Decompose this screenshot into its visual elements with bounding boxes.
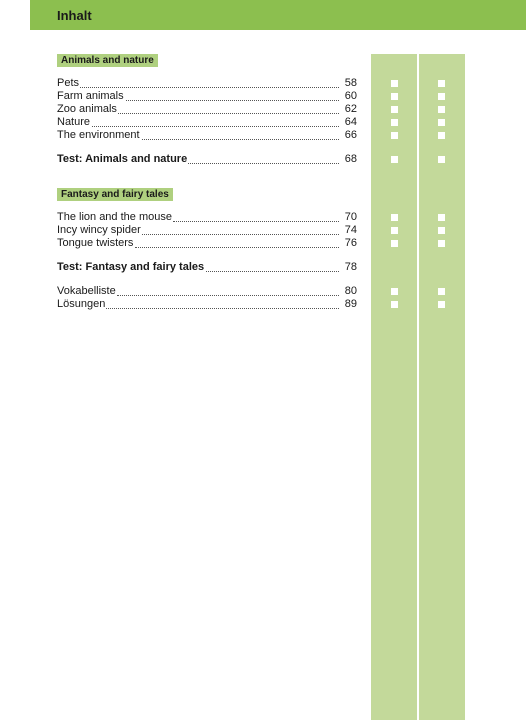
checkbox[interactable] xyxy=(391,301,398,308)
dot-leader xyxy=(90,126,339,127)
entry-page: 62 xyxy=(344,103,357,115)
dot-leader xyxy=(138,139,339,140)
checkbox[interactable] xyxy=(391,80,398,87)
entry-page: 76 xyxy=(344,237,357,249)
toc-entry[interactable] xyxy=(57,298,357,311)
checkbox[interactable] xyxy=(391,132,398,139)
checkbox[interactable] xyxy=(391,106,398,113)
dot-leader xyxy=(135,247,339,248)
entry-page: 78 xyxy=(344,261,357,273)
toc-entry[interactable] xyxy=(57,90,357,103)
dot-leader xyxy=(117,295,339,296)
checkbox[interactable] xyxy=(391,288,398,295)
section-label-fantasy-and-fairy-tales: Fantasy and fairy tales xyxy=(57,188,173,201)
dot-leader xyxy=(173,221,339,222)
entry-title: Nature xyxy=(57,116,91,128)
checkbox[interactable] xyxy=(438,119,445,126)
section-label-animals-and-nature: Animals and nature xyxy=(57,54,158,67)
dot-leader xyxy=(203,271,339,272)
toc-entry[interactable] xyxy=(57,224,357,237)
checkbox[interactable] xyxy=(391,227,398,234)
checkbox[interactable] xyxy=(391,214,398,221)
checkbox[interactable] xyxy=(438,106,445,113)
toc-entry[interactable] xyxy=(57,211,357,224)
toc-entry[interactable] xyxy=(57,129,357,142)
entry-page: 74 xyxy=(344,224,357,236)
entry-page: 68 xyxy=(344,153,357,165)
checkbox[interactable] xyxy=(438,240,445,247)
toc-entry[interactable] xyxy=(57,77,357,90)
checkbox[interactable] xyxy=(438,214,445,221)
entry-title: Test: Fantasy and fairy tales xyxy=(57,261,205,273)
checkbox[interactable] xyxy=(438,156,445,163)
header-tab xyxy=(0,0,30,30)
entry-page: 60 xyxy=(344,90,357,102)
toc-entry[interactable] xyxy=(57,103,357,116)
entry-title: Vokabelliste xyxy=(57,285,116,297)
checkbox[interactable] xyxy=(438,132,445,139)
checkbox[interactable] xyxy=(438,301,445,308)
checkbox[interactable] xyxy=(438,93,445,100)
header-bar xyxy=(0,0,526,30)
checkbox[interactable] xyxy=(391,156,398,163)
dot-leader xyxy=(122,100,339,101)
toc-entry-test[interactable] xyxy=(57,153,357,166)
toc-entry-test[interactable] xyxy=(57,261,357,274)
dot-leader xyxy=(142,234,339,235)
entry-page: 80 xyxy=(344,285,357,297)
toc-entry[interactable] xyxy=(57,237,357,250)
entry-page: 58 xyxy=(344,77,357,89)
entry-title: The environment xyxy=(57,129,140,141)
entry-title: Incy wincy spider xyxy=(57,224,141,236)
toc-entry[interactable] xyxy=(57,285,357,298)
checkbox[interactable] xyxy=(438,80,445,87)
checkbox[interactable] xyxy=(391,119,398,126)
entry-page: 66 xyxy=(344,129,357,141)
checkbox[interactable] xyxy=(438,288,445,295)
entry-title: Test: Animals and nature xyxy=(57,153,188,165)
entry-title: The lion and the mouse xyxy=(57,211,172,223)
entry-page: 64 xyxy=(344,116,357,128)
checkbox-column-2 xyxy=(419,54,465,720)
toc-entry[interactable] xyxy=(57,116,357,129)
checkbox-column-1 xyxy=(371,54,417,720)
checkbox[interactable] xyxy=(391,93,398,100)
entry-title: Lösungen xyxy=(57,298,106,310)
page-title: Inhalt xyxy=(57,8,92,23)
dot-leader xyxy=(79,87,339,88)
dot-leader xyxy=(105,308,339,309)
entry-page: 70 xyxy=(344,211,357,223)
dot-leader xyxy=(117,113,339,114)
entry-title: Farm animals xyxy=(57,90,124,102)
entry-title: Pets xyxy=(57,77,80,89)
checkbox[interactable] xyxy=(391,240,398,247)
entry-title: Tongue twisters xyxy=(57,237,134,249)
checkbox[interactable] xyxy=(438,227,445,234)
entry-title: Zoo animals xyxy=(57,103,117,115)
dot-leader xyxy=(183,163,339,164)
entry-page: 89 xyxy=(344,298,357,310)
